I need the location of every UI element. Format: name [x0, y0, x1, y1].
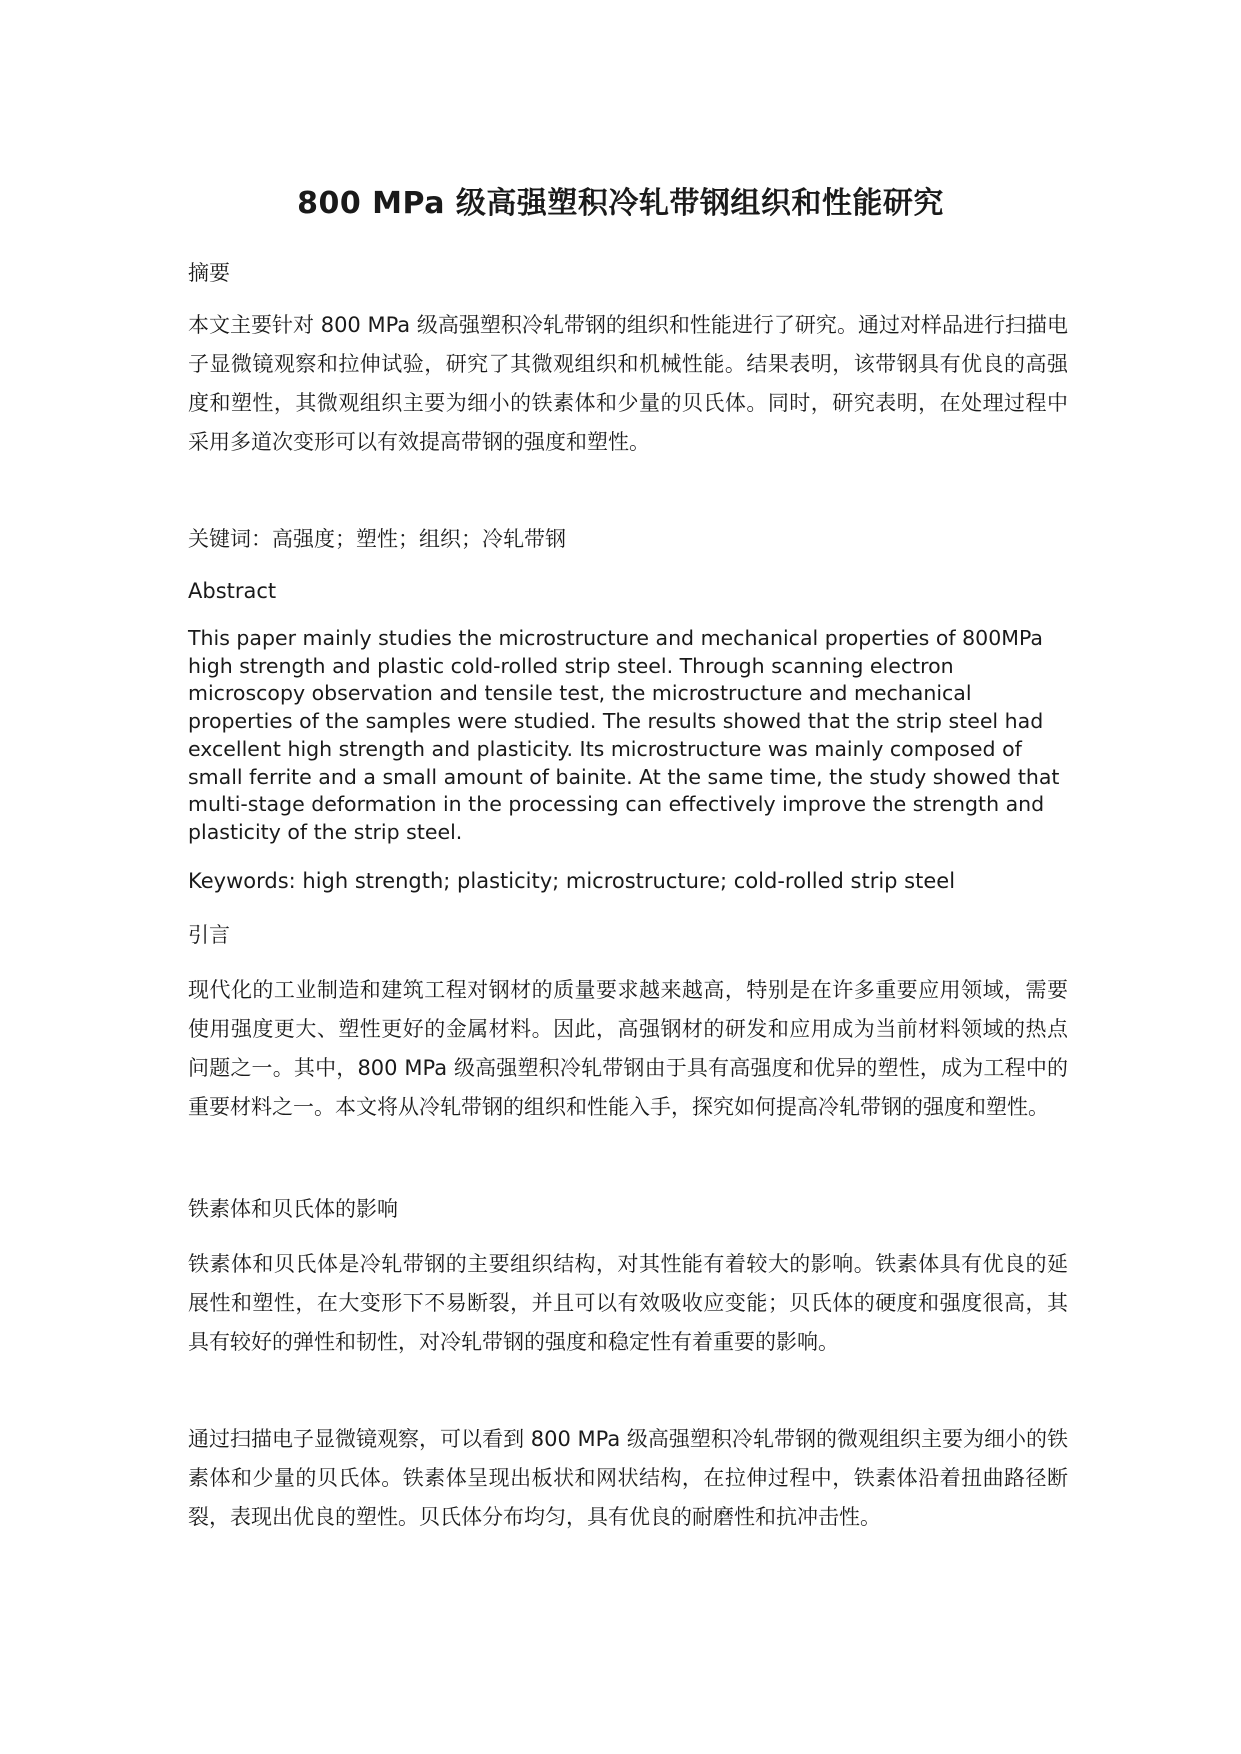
keywords-en: Keywords: high strength; plasticity; microstructure; cold-rolled strip steel: [188, 869, 956, 893]
abstract-cn-body: 本文主要针对 800 MPa 级高强塑积冷轧带钢的组织和性能进行了研究。通过对样品进行扫描电子显微镜观察和拉伸试验，研究了其微观组织和机械性能。结果表明，该带钢具有优良的高强度和塑性，其微观组织主要为细小的铁素体和少量的贝氏体。同时，研究表明，在处理过程中采用多道次变形可以有效提高带钢的强度和塑性。: [188, 313, 1068, 454]
section1-heading: 铁素体和贝氏体的影响: [188, 1197, 398, 1221]
abstract-en-heading: Abstract: [188, 579, 277, 603]
abstract-cn-heading: 摘要: [188, 261, 230, 285]
keywords-cn: 关键词：高强度；塑性；组织；冷轧带钢: [188, 527, 566, 551]
introduction-body: 现代化的工业制造和建筑工程对钢材的质量要求越来越高，特别是在许多重要应用领域，需要使用强度更大、塑性更好的金属材料。因此，高强钢材的研发和应用成为当前材料领域的热点问题之一。其中，800 MPa 级高强塑积冷轧带钢由于具有高强度和优异的塑性，成为工程中的重要材料之一。本文将从冷轧带钢的组织和性能入手，探究如何提高冷轧带钢的强度和塑性。: [188, 978, 1068, 1119]
section1-paragraph-1: 铁素体和贝氏体是冷轧带钢的主要组织结构，对其性能有着较大的影响。铁素体具有优良的延展性和塑性，在大变形下不易断裂，并且可以有效吸收应变能；贝氏体的硬度和强度很高，其具有较好的弹性和韧性，对冷轧带钢的强度和稳定性有着重要的影响。: [188, 1252, 1068, 1354]
abstract-en-body: This paper mainly studies the microstructure and mechanical properties of 800MPa high strength and plastic cold-rolled strip steel. Through scanning electron microscopy observation and tensile test, the microstructure and mechanical properties of the samples were studied. The results showed that the strip steel had excellent high strength and plasticity. Its microstructure was mainly composed of small ferrite and a small amount of bainite. At the same time, the study showed that multi-stage deformation in the processing can effectively improve the strength and plasticity of the strip steel.: [188, 626, 1060, 844]
paper-title: 800 MPa 级高强塑积冷轧带钢组织和性能研究: [297, 186, 944, 221]
section1-paragraph-2: 通过扫描电子显微镜观察，可以看到 800 MPa 级高强塑积冷轧带钢的微观组织主要为细小的铁素体和少量的贝氏体。铁素体呈现出板状和网状结构，在拉伸过程中，铁素体沿着扭曲路径断裂，表现出优良的塑性。贝氏体分布均匀，具有优良的耐磨性和抗冲击性。: [188, 1427, 1068, 1529]
introduction-heading: 引言: [188, 923, 230, 947]
